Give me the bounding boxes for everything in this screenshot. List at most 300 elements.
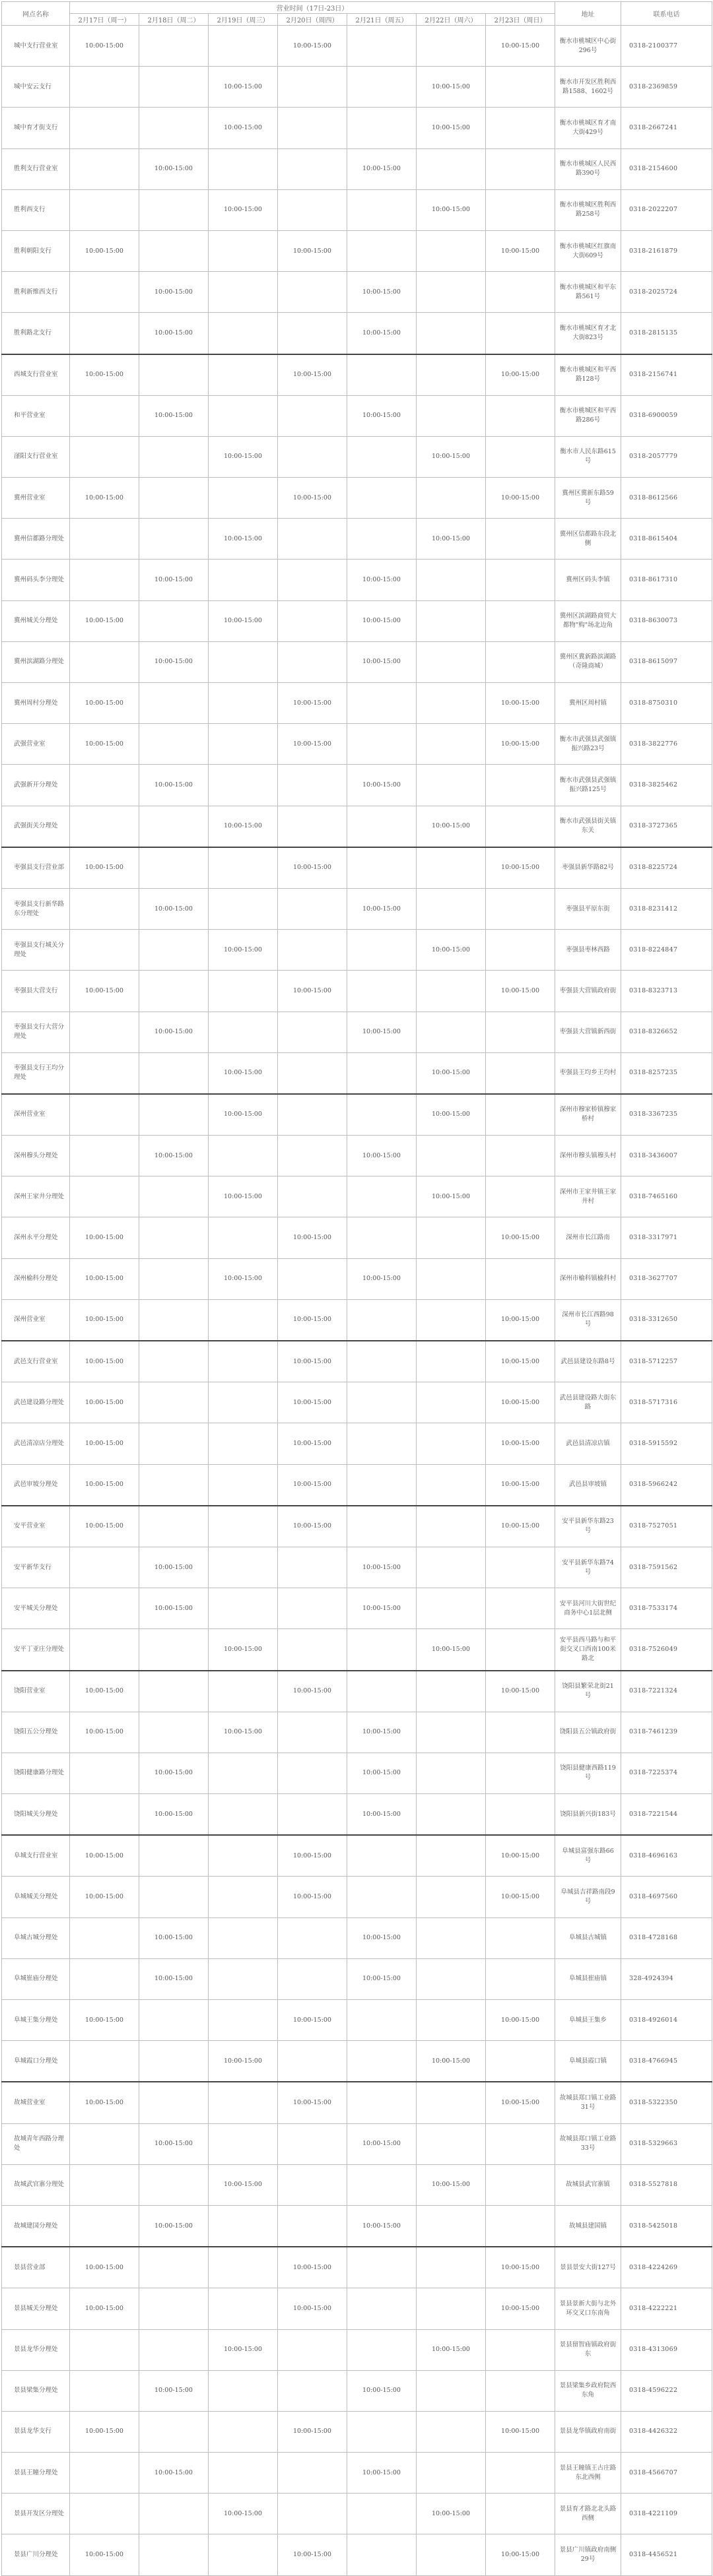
business-hours-cell: 10:00-15:00 — [347, 765, 417, 806]
business-hours-cell: 10:00-15:00 — [347, 2370, 417, 2411]
business-hours-cell — [70, 1958, 139, 1999]
date-header: 2月20日（周四） — [278, 14, 347, 26]
business-hours-cell — [417, 1217, 486, 1258]
business-hours-cell — [486, 436, 555, 477]
branch-address: 冀州区信都路东段北侧 — [555, 519, 621, 560]
branch-address: 衡水市桃城区和平西路128号 — [555, 354, 621, 396]
branch-name: 景县开发区分理处 — [2, 2494, 70, 2534]
business-hours-cell — [70, 1629, 139, 1671]
branch-name: 武强街关分理处 — [2, 806, 70, 847]
business-hours-cell: 10:00-15:00 — [209, 2494, 278, 2534]
business-hours-cell: 10:00-15:00 — [70, 1671, 139, 1712]
business-hours-cell — [417, 1423, 486, 1464]
table-row — [2, 1629, 712, 1671]
branch-phone: 0318-7221324 — [621, 1671, 712, 1712]
branch-phone: 0318-4696163 — [621, 1835, 712, 1877]
business-hours-cell — [278, 2164, 347, 2205]
business-hours-cell — [278, 1588, 347, 1629]
business-hours-cell — [417, 26, 486, 67]
branch-phone: 0318-4456521 — [621, 2534, 712, 2575]
business-hours-cell — [278, 1629, 347, 1671]
branch-schedule — [1, 1, 712, 2576]
business-hours-cell — [209, 847, 278, 889]
business-hours-cell — [70, 641, 139, 682]
branch-phone: 0318-7225374 — [621, 1753, 712, 1793]
business-hours-cell — [486, 1588, 555, 1629]
branch-name: 阜城霞口分理处 — [2, 2041, 70, 2082]
table-row — [2, 1341, 712, 1382]
branch-address: 冀州区滨湖路商贸大都物"购"场北边角 — [555, 600, 621, 641]
business-hours-cell: 10:00-15:00 — [347, 2123, 417, 2164]
business-hours-cell — [209, 478, 278, 519]
business-hours-cell — [209, 1753, 278, 1793]
business-hours-cell: 10:00-15:00 — [417, 67, 486, 108]
branch-phone: 0318-7527051 — [621, 1506, 712, 1547]
business-hours-cell: 10:00-15:00 — [139, 1794, 209, 1836]
business-hours-cell: 10:00-15:00 — [278, 2288, 347, 2329]
business-hours-cell: 10:00-15:00 — [139, 272, 209, 313]
table-row — [2, 1506, 712, 1547]
table-row — [2, 67, 712, 108]
business-hours-cell — [139, 847, 209, 889]
business-hours-cell — [347, 1506, 417, 1547]
business-hours-cell: 10:00-15:00 — [70, 971, 139, 1012]
business-hours-cell — [417, 888, 486, 929]
business-hours-cell: 10:00-15:00 — [486, 1341, 555, 1382]
table-row — [2, 1753, 712, 1793]
business-hours-cell — [417, 1012, 486, 1052]
branch-phone: 0318-7526049 — [621, 1629, 712, 1671]
business-hours-cell — [70, 1176, 139, 1217]
business-hours-cell: 10:00-15:00 — [486, 1464, 555, 1506]
business-hours-cell — [486, 108, 555, 148]
table-row — [2, 1588, 712, 1629]
business-hours-cell — [347, 519, 417, 560]
branch-name: 景县城关分理处 — [2, 2288, 70, 2329]
business-hours-cell — [209, 1794, 278, 1836]
business-hours-cell: 10:00-15:00 — [486, 354, 555, 396]
branch-name: 胜利新维西支行 — [2, 272, 70, 313]
business-hours-cell — [209, 971, 278, 1012]
business-hours-cell: 10:00-15:00 — [486, 1299, 555, 1341]
branch-name: 武邑审坡分理处 — [2, 1464, 70, 1506]
business-hours-cell — [209, 1382, 278, 1423]
business-hours-cell: 10:00-15:00 — [347, 2453, 417, 2494]
business-hours-cell: 10:00-15:00 — [417, 930, 486, 971]
business-hours-cell — [486, 888, 555, 929]
business-hours-cell: 10:00-15:00 — [139, 641, 209, 682]
branch-name: 阜城支行营业室 — [2, 1835, 70, 1877]
branch-name: 枣强县支行营业部 — [2, 847, 70, 889]
business-hours-cell: 10:00-15:00 — [70, 26, 139, 67]
business-hours-cell — [70, 2494, 139, 2534]
branch-address: 景县王瞳镇王古庄路东北西侧 — [555, 2453, 621, 2494]
business-hours-cell — [347, 478, 417, 519]
business-hours-cell — [139, 2329, 209, 2370]
business-hours-cell: 10:00-15:00 — [209, 1629, 278, 1671]
branch-address: 深州市穆家桥镇穆家桥村 — [555, 1094, 621, 1136]
branch-phone: 328-4924394 — [621, 1958, 712, 1999]
branch-name: 武强营业室 — [2, 724, 70, 765]
business-hours-cell — [486, 2041, 555, 2082]
business-hours-cell — [486, 395, 555, 436]
branch-name: 安平新华支行 — [2, 1547, 70, 1588]
business-hours-cell — [417, 395, 486, 436]
business-hours-cell: 10:00-15:00 — [347, 1712, 417, 1753]
business-hours-cell: 10:00-15:00 — [278, 1217, 347, 1258]
business-hours-cell — [139, 971, 209, 1012]
business-hours-cell — [486, 2329, 555, 2370]
business-hours-cell — [486, 2123, 555, 2164]
business-hours-cell — [486, 2164, 555, 2205]
business-hours-cell: 10:00-15:00 — [70, 2000, 139, 2041]
business-hours-cell — [139, 2000, 209, 2041]
business-hours-cell: 10:00-15:00 — [486, 2082, 555, 2123]
branch-address: 饶阳县健康西路119号 — [555, 1753, 621, 1793]
business-hours-cell — [209, 2411, 278, 2452]
business-hours-cell — [486, 1629, 555, 1671]
branch-phone: 0318-3727365 — [621, 806, 712, 847]
business-hours-cell: 10:00-15:00 — [70, 2411, 139, 2452]
business-hours-cell — [347, 2082, 417, 2123]
branch-address: 衡水市桃城区育才南大街429号 — [555, 108, 621, 148]
business-hours-cell — [486, 519, 555, 560]
business-hours-cell — [209, 2453, 278, 2494]
branch-phone: 0318-4224269 — [621, 2247, 712, 2288]
business-hours-cell — [70, 189, 139, 230]
business-hours-cell: 10:00-15:00 — [486, 2534, 555, 2575]
business-hours-cell: 10:00-15:00 — [209, 108, 278, 148]
branch-name: 深州榆科分理处 — [2, 1258, 70, 1299]
business-hours-cell — [347, 847, 417, 889]
business-hours-cell — [486, 2494, 555, 2534]
branch-address: 阜城县王集乡 — [555, 2000, 621, 2041]
business-hours-cell — [139, 1052, 209, 1094]
branch-name: 枣强县支行王均分理处 — [2, 1052, 70, 1094]
business-hours-cell — [139, 600, 209, 641]
business-hours-cell: 10:00-15:00 — [417, 2041, 486, 2082]
branch-phone: 0318-4766945 — [621, 2041, 712, 2082]
business-hours-cell: 10:00-15:00 — [139, 1588, 209, 1629]
table-row — [2, 971, 712, 1012]
business-hours-cell: 10:00-15:00 — [347, 2205, 417, 2247]
business-hours-cell — [278, 2370, 347, 2411]
branch-phone: 0318-7465160 — [621, 1176, 712, 1217]
branch-name: 阜城城关分理处 — [2, 1877, 70, 1917]
business-hours-cell — [417, 2082, 486, 2123]
branch-phone: 0318-5717316 — [621, 1382, 712, 1423]
branch-address: 冀州区周村镇 — [555, 683, 621, 724]
col-header-name: 网点名称 — [2, 2, 70, 26]
business-hours-cell: 10:00-15:00 — [347, 395, 417, 436]
business-hours-cell — [417, 1753, 486, 1793]
business-hours-cell: 10:00-15:00 — [70, 600, 139, 641]
business-hours-cell — [417, 1382, 486, 1423]
business-hours-cell: 10:00-15:00 — [139, 2453, 209, 2494]
branch-address: 武邑县建设路大街东路 — [555, 1382, 621, 1423]
business-hours-cell — [417, 600, 486, 641]
business-hours-cell — [70, 2205, 139, 2247]
branch-address: 景县梁集乡政府院西东角 — [555, 2370, 621, 2411]
business-hours-cell — [486, 2453, 555, 2494]
business-hours-cell — [417, 1712, 486, 1753]
business-hours-cell — [139, 2411, 209, 2452]
branch-address: 故城县建国镇 — [555, 2205, 621, 2247]
branch-name: 武邑支行营业室 — [2, 1341, 70, 1382]
branch-phone: 0318-2369859 — [621, 67, 712, 108]
branch-phone: 0318-7591562 — [621, 1547, 712, 1588]
business-hours-cell: 10:00-15:00 — [486, 1877, 555, 1917]
branch-phone: 0318-6900059 — [621, 395, 712, 436]
table-row — [2, 519, 712, 560]
branch-phone: 0318-5425018 — [621, 2205, 712, 2247]
business-hours-cell — [209, 26, 278, 67]
business-hours-cell — [347, 1877, 417, 1917]
business-hours-cell: 10:00-15:00 — [417, 1052, 486, 1094]
business-hours-cell: 10:00-15:00 — [139, 395, 209, 436]
col-header-phone: 联系电话 — [621, 2, 712, 26]
branch-phone: 0318-3367235 — [621, 1094, 712, 1136]
branch-name: 深州穆头分理处 — [2, 1136, 70, 1176]
business-hours-cell — [486, 1012, 555, 1052]
business-hours-cell — [209, 1547, 278, 1588]
table-row — [2, 2041, 712, 2082]
business-hours-cell — [209, 1341, 278, 1382]
table-row — [2, 930, 712, 971]
branch-address: 冀州区冀新东路59号 — [555, 478, 621, 519]
table-row — [2, 1382, 712, 1423]
business-hours-cell — [347, 1217, 417, 1258]
business-hours-cell — [139, 108, 209, 148]
table-row — [2, 1299, 712, 1341]
business-hours-cell: 10:00-15:00 — [486, 971, 555, 1012]
business-hours-cell — [278, 2453, 347, 2494]
branch-name: 冀州滨湖路分理处 — [2, 641, 70, 682]
business-hours-cell — [417, 2288, 486, 2329]
business-hours-cell: 10:00-15:00 — [139, 1136, 209, 1176]
table-row — [2, 1258, 712, 1299]
business-hours-cell: 10:00-15:00 — [347, 600, 417, 641]
branch-address: 衡水市桃城区中心街296号 — [555, 26, 621, 67]
branch-phone: 0318-2057779 — [621, 436, 712, 477]
business-hours-cell — [139, 2041, 209, 2082]
business-hours-cell: 10:00-15:00 — [347, 1588, 417, 1629]
branch-address: 阜城县富强东路66号 — [555, 1835, 621, 1877]
table-row — [2, 683, 712, 724]
table-row — [2, 2534, 712, 2575]
branch-name: 枣强县支行大营分理处 — [2, 1012, 70, 1052]
table-row — [2, 354, 712, 396]
business-hours-cell — [417, 1917, 486, 1958]
branch-name: 胜利西支行 — [2, 189, 70, 230]
table-row — [2, 1464, 712, 1506]
branch-address: 深州市王家井镇王家井村 — [555, 1176, 621, 1217]
business-hours-cell — [139, 2247, 209, 2288]
business-hours-cell — [486, 765, 555, 806]
branch-phone: 0318-5329663 — [621, 2123, 712, 2164]
business-hours-cell — [486, 641, 555, 682]
branch-name: 滏阳支行营业室 — [2, 436, 70, 477]
business-hours-cell: 10:00-15:00 — [70, 2247, 139, 2288]
business-hours-cell: 10:00-15:00 — [70, 1382, 139, 1423]
business-hours-cell: 10:00-15:00 — [209, 2329, 278, 2370]
table-row — [2, 888, 712, 929]
business-hours-cell — [486, 1917, 555, 1958]
business-hours-cell — [278, 1136, 347, 1176]
business-hours-cell — [347, 1423, 417, 1464]
branch-name: 阜城崔庙分理处 — [2, 1958, 70, 1999]
branch-phone: 0318-5915592 — [621, 1423, 712, 1464]
business-hours-cell — [347, 1629, 417, 1671]
table-row — [2, 395, 712, 436]
business-hours-cell — [70, 2041, 139, 2082]
branch-address: 景县广川镇政府南侧29号 — [555, 2534, 621, 2575]
business-hours-cell: 10:00-15:00 — [139, 2205, 209, 2247]
branch-name: 深州王家井分理处 — [2, 1176, 70, 1217]
table-row — [2, 1958, 712, 1999]
branch-address: 衡水市武强县武强镇振兴路125号 — [555, 765, 621, 806]
branch-name: 冀州码头李分理处 — [2, 560, 70, 600]
business-hours-cell — [278, 1012, 347, 1052]
table-row — [2, 806, 712, 847]
business-hours-cell — [486, 2370, 555, 2411]
business-hours-cell — [417, 847, 486, 889]
branch-address: 枣强县大营镇政府街 — [555, 971, 621, 1012]
business-hours-cell — [278, 1176, 347, 1217]
business-hours-cell — [417, 2000, 486, 2041]
business-hours-cell — [417, 1671, 486, 1712]
business-hours-cell — [347, 354, 417, 396]
business-hours-cell — [347, 724, 417, 765]
business-hours-cell — [347, 436, 417, 477]
branch-address: 故城县郑口镇工业路31号 — [555, 2082, 621, 2123]
branch-phone: 0318-2100377 — [621, 26, 712, 67]
branch-address: 武邑县清凉店镇 — [555, 1423, 621, 1464]
branch-name: 景县王瞳分理处 — [2, 2453, 70, 2494]
business-hours-cell — [417, 272, 486, 313]
branch-address: 景县育才路北北头路西侧 — [555, 2494, 621, 2534]
business-hours-cell — [278, 1958, 347, 1999]
business-hours-cell — [278, 1094, 347, 1136]
branch-address: 衡水市桃城区人民西路390号 — [555, 148, 621, 189]
branch-address: 衡水市开发区胜利西路1588、1602号 — [555, 67, 621, 108]
branch-name: 冀州信都路分理处 — [2, 519, 70, 560]
business-hours-cell — [486, 1176, 555, 1217]
business-hours-cell — [486, 313, 555, 354]
branch-address: 饶阳县新兴街183号 — [555, 1794, 621, 1836]
business-hours-cell — [278, 930, 347, 971]
branch-address: 深州市榆科镇榆科村 — [555, 1258, 621, 1299]
business-hours-cell — [139, 1382, 209, 1423]
business-hours-cell — [486, 1094, 555, 1136]
branch-address: 安平县西马路与和平街交叉口西南100米路北 — [555, 1629, 621, 1671]
business-hours-cell: 10:00-15:00 — [139, 148, 209, 189]
business-hours-cell — [347, 971, 417, 1012]
business-hours-cell: 10:00-15:00 — [278, 2411, 347, 2452]
branch-address: 枣强县平原东街 — [555, 888, 621, 929]
business-hours-cell: 10:00-15:00 — [70, 1464, 139, 1506]
branch-name: 胜利朝阳支行 — [2, 230, 70, 271]
branch-address: 饶阳县五公镇政府街 — [555, 1712, 621, 1753]
business-hours-cell: 10:00-15:00 — [278, 1341, 347, 1382]
business-hours-cell — [70, 1547, 139, 1588]
business-hours-cell — [417, 2453, 486, 2494]
business-hours-cell — [209, 2288, 278, 2329]
branch-phone: 0318-8326652 — [621, 1012, 712, 1052]
business-hours-cell: 10:00-15:00 — [486, 2000, 555, 2041]
business-hours-cell — [347, 67, 417, 108]
business-hours-cell: 10:00-15:00 — [486, 478, 555, 519]
business-hours-cell — [417, 1958, 486, 1999]
business-hours-cell — [139, 189, 209, 230]
business-hours-cell: 10:00-15:00 — [209, 519, 278, 560]
branch-address: 衡水市桃城区红旗南大街609号 — [555, 230, 621, 271]
business-hours-cell — [70, 272, 139, 313]
business-hours-cell — [347, 1299, 417, 1341]
business-hours-cell — [209, 2370, 278, 2411]
business-hours-cell — [486, 2205, 555, 2247]
branch-phone: 0318-4596222 — [621, 2370, 712, 2411]
branch-address: 枣强县枣林西路 — [555, 930, 621, 971]
table-row — [2, 1217, 712, 1258]
table-row — [2, 272, 712, 313]
branch-name: 冀州周村分理处 — [2, 683, 70, 724]
business-hours-cell: 10:00-15:00 — [209, 189, 278, 230]
business-hours-cell — [347, 1382, 417, 1423]
branch-name: 深州营业室 — [2, 1094, 70, 1136]
business-hours-cell — [417, 2123, 486, 2164]
branch-phone: 0318-7221544 — [621, 1794, 712, 1836]
business-hours-cell — [278, 560, 347, 600]
business-hours-cell — [278, 888, 347, 929]
branch-phone: 0318-5527818 — [621, 2164, 712, 2205]
business-hours-cell: 10:00-15:00 — [278, 1423, 347, 1464]
business-hours-cell — [139, 1299, 209, 1341]
business-hours-cell — [70, 108, 139, 148]
business-hours-cell — [278, 641, 347, 682]
branch-phone: 0318-7533174 — [621, 1588, 712, 1629]
business-hours-cell: 10:00-15:00 — [278, 2082, 347, 2123]
branch-phone: 0318-8750310 — [621, 683, 712, 724]
business-hours-cell — [209, 2000, 278, 2041]
business-hours-cell: 10:00-15:00 — [347, 1958, 417, 1999]
branch-phone: 0318-4566707 — [621, 2453, 712, 2494]
business-hours-cell — [209, 1958, 278, 1999]
business-hours-cell: 10:00-15:00 — [70, 478, 139, 519]
business-hours-cell: 10:00-15:00 — [139, 1958, 209, 1999]
business-hours-cell — [417, 1794, 486, 1836]
business-hours-cell — [139, 1506, 209, 1547]
branch-name: 深州营业室 — [2, 1299, 70, 1341]
table-row — [2, 1835, 712, 1877]
business-hours-cell — [209, 1299, 278, 1341]
business-hours-cell: 10:00-15:00 — [278, 683, 347, 724]
date-header: 2月21日（周五） — [347, 14, 417, 26]
date-header: 2月19日（周三） — [209, 14, 278, 26]
date-header: 2月17日（周一） — [70, 14, 139, 26]
business-hours-cell — [278, 2205, 347, 2247]
branch-address: 枣强县王均乡王均村 — [555, 1052, 621, 1094]
business-hours-cell: 10:00-15:00 — [347, 313, 417, 354]
business-hours-cell — [70, 1094, 139, 1136]
business-hours-cell: 10:00-15:00 — [486, 683, 555, 724]
business-hours-cell: 10:00-15:00 — [70, 847, 139, 889]
business-hours-cell: 10:00-15:00 — [209, 930, 278, 971]
table-row — [2, 600, 712, 641]
branch-address: 故城县郑口镇工业路33号 — [555, 2123, 621, 2164]
business-hours-cell — [417, 148, 486, 189]
branch-name: 冀州营业室 — [2, 478, 70, 519]
